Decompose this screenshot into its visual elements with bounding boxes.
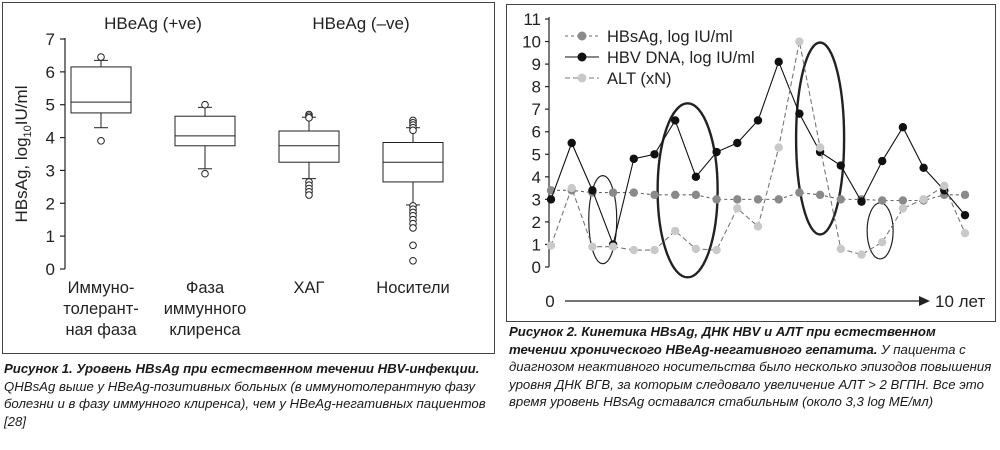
series-hbsag	[547, 186, 969, 205]
data-point-hbsag	[650, 191, 658, 199]
data-point-alt	[754, 222, 762, 230]
data-point-hbv-dna	[733, 139, 741, 147]
x-axis-arrow-head	[919, 296, 930, 306]
data-point-alt	[775, 143, 783, 151]
y-tick-label: 4	[531, 167, 541, 187]
data-point-alt	[857, 250, 865, 258]
outlier-point	[410, 257, 417, 264]
y-axis-label-main: HBsAg, log	[12, 137, 31, 223]
data-point-alt	[547, 241, 555, 249]
data-point-alt	[961, 229, 969, 237]
data-point-hbv-dna	[961, 211, 969, 219]
data-point-hbv-dna	[857, 197, 865, 205]
legend-marker-alt	[578, 74, 587, 83]
legend-marker-hbsag	[578, 32, 587, 41]
y-tick-label: 2	[531, 212, 541, 232]
outlier-point	[410, 242, 417, 249]
series-line-hbv-dna	[551, 62, 965, 245]
data-point-hbsag	[733, 195, 741, 203]
y-tick-label: 3	[45, 161, 55, 181]
figure-1-caption-text: QHBsAg выше у HBeAg-позитивных больных (в иммунотолерантную фазу болезни и в фазу иммунного клиренса), чем у HBeAg-негативных пациентов [28]	[4, 378, 486, 429]
figure-1-caption-title: Рисунок 1. Уровень HBsAg при естественном течении HBV-инфекции.	[4, 361, 480, 376]
figure-1-caption	[4, 360, 494, 430]
data-point-hbv-dna	[754, 116, 762, 124]
data-point-alt	[878, 238, 886, 246]
y-axis-label	[12, 86, 34, 223]
figure-2-caption-title: Рисунок 2. Кинетика HBsAg, ДНК HBV и АЛТ при естественном течении хронического HBeAg-негативного гепатита.	[509, 324, 936, 357]
data-point-alt	[671, 227, 679, 235]
data-point-hbsag	[837, 195, 845, 203]
data-point-hbsag	[795, 188, 803, 196]
y-tick-label: 10	[522, 32, 541, 52]
data-point-hbv-dna	[568, 139, 576, 147]
data-point-alt	[899, 204, 907, 212]
y-tick-label: 8	[531, 77, 541, 97]
figure-2-caption	[509, 323, 997, 411]
y-tick-label: 5	[45, 95, 55, 115]
legend	[565, 28, 755, 88]
data-point-hbv-dna	[837, 161, 845, 169]
outlier-point	[306, 192, 313, 199]
data-point-alt	[837, 245, 845, 253]
legend-label-alt: ALT (xN)	[607, 70, 672, 88]
data-point-hbv-dna	[630, 155, 638, 163]
category-label: иммунного	[163, 300, 247, 318]
y-tick-label: 11	[523, 10, 541, 29]
data-point-hbv-dna	[588, 186, 596, 194]
category-label: ная фаза	[65, 321, 137, 339]
data-point-hbsag	[754, 195, 762, 203]
legend-marker-hbv-dna	[578, 53, 587, 62]
y-tick-label: 6	[531, 122, 541, 142]
outlier-point	[410, 127, 417, 134]
outlier-point	[410, 225, 417, 232]
box-2	[175, 101, 235, 177]
highlight-ellipse	[796, 42, 844, 234]
category-label: Иммуно-	[67, 279, 135, 297]
data-point-alt	[816, 143, 824, 151]
y-tick-label: 5	[531, 145, 541, 165]
box-3	[279, 111, 339, 198]
y-tick-label: 6	[45, 62, 55, 82]
iqr-box	[175, 116, 235, 146]
data-point-hbv-dna	[671, 116, 679, 124]
data-point-alt	[609, 243, 617, 251]
data-point-hbsag	[712, 195, 720, 203]
outlier-point	[306, 115, 313, 122]
outlier-point	[202, 170, 209, 177]
group-label: HBeAg (–ve)	[312, 14, 410, 33]
data-point-hbv-dna	[919, 164, 927, 172]
iqr-box	[279, 131, 339, 162]
y-tick-label: 0	[531, 258, 541, 277]
y-tick-label: 1	[45, 227, 55, 247]
data-point-alt	[568, 184, 576, 192]
y-tick-label: 2	[45, 194, 55, 214]
data-point-hbsag	[609, 188, 617, 196]
figure-1-panel	[2, 2, 495, 354]
outlier-point	[98, 54, 105, 61]
data-point-hbv-dna	[692, 173, 700, 181]
box-4	[383, 117, 443, 264]
data-point-hbsag	[775, 195, 783, 203]
data-point-alt	[795, 37, 803, 45]
category-label: Фаза	[185, 279, 225, 297]
data-point-hbsag	[692, 191, 700, 199]
category-label: клиренса	[169, 321, 241, 339]
y-axis-label-subscript: 10	[22, 125, 34, 138]
data-point-alt	[692, 245, 700, 253]
data-point-alt	[588, 243, 596, 251]
data-point-alt	[712, 246, 720, 254]
box-1	[71, 54, 131, 144]
category-label: толерант-	[63, 300, 139, 318]
data-point-hbsag	[816, 191, 824, 199]
y-tick-label: 7	[531, 100, 541, 120]
data-point-hbsag	[671, 191, 679, 199]
data-point-hbsag	[961, 191, 969, 199]
x-end-label: 10 лет	[935, 292, 986, 311]
legend-label-hbv-dna: HBV DNA, log IU/ml	[607, 49, 755, 67]
y-tick-label: 1	[531, 235, 541, 255]
category-label: Носители	[376, 279, 450, 297]
data-point-hbv-dna	[795, 109, 803, 117]
outlier-point	[202, 101, 209, 108]
iqr-box	[71, 67, 131, 113]
highlight-ellipse	[658, 103, 718, 277]
line-chart	[507, 5, 995, 321]
data-point-hbv-dna	[775, 58, 783, 66]
y-tick-label: 4	[45, 128, 55, 148]
data-point-alt	[919, 195, 927, 203]
data-point-hbv-dna	[899, 123, 907, 131]
data-point-hbsag	[630, 188, 638, 196]
data-point-alt	[650, 246, 658, 254]
data-point-hbsag	[878, 196, 886, 204]
y-axis-label-unit: IU/ml	[12, 85, 31, 126]
y-tick-label: 7	[45, 30, 55, 49]
data-point-hbsag	[899, 196, 907, 204]
data-point-hbv-dna	[878, 157, 886, 165]
box-plot-chart	[3, 3, 494, 353]
figure-2-caption-text: У пациента с диагнозом неактивного носительства было несколько эпизодов повышения уровня ДНК ВГВ, за которым следовало увеличение АЛТ > 2 ВГПН. Все это время уровень HBsAg оставался стабильным (около 3,3 log МЕ/мл)	[509, 341, 992, 409]
legend-label-hbsag: HBsAg, log IU/ml	[607, 28, 733, 46]
x-start-label: 0	[545, 292, 555, 311]
y-tick-label: 9	[531, 55, 541, 75]
y-tick-label: 0	[45, 260, 55, 279]
figure-2-panel	[506, 4, 996, 322]
data-point-alt	[733, 204, 741, 212]
outlier-point	[98, 138, 105, 145]
y-tick-label: 3	[531, 190, 541, 210]
data-point-alt	[630, 246, 638, 254]
data-point-hbv-dna	[712, 148, 720, 156]
category-label: ХАГ	[293, 279, 325, 297]
data-point-hbv-dna	[650, 150, 658, 158]
data-point-hbv-dna	[547, 195, 555, 203]
group-label: HBeAg (+ve)	[104, 14, 202, 33]
data-point-alt	[940, 182, 948, 190]
